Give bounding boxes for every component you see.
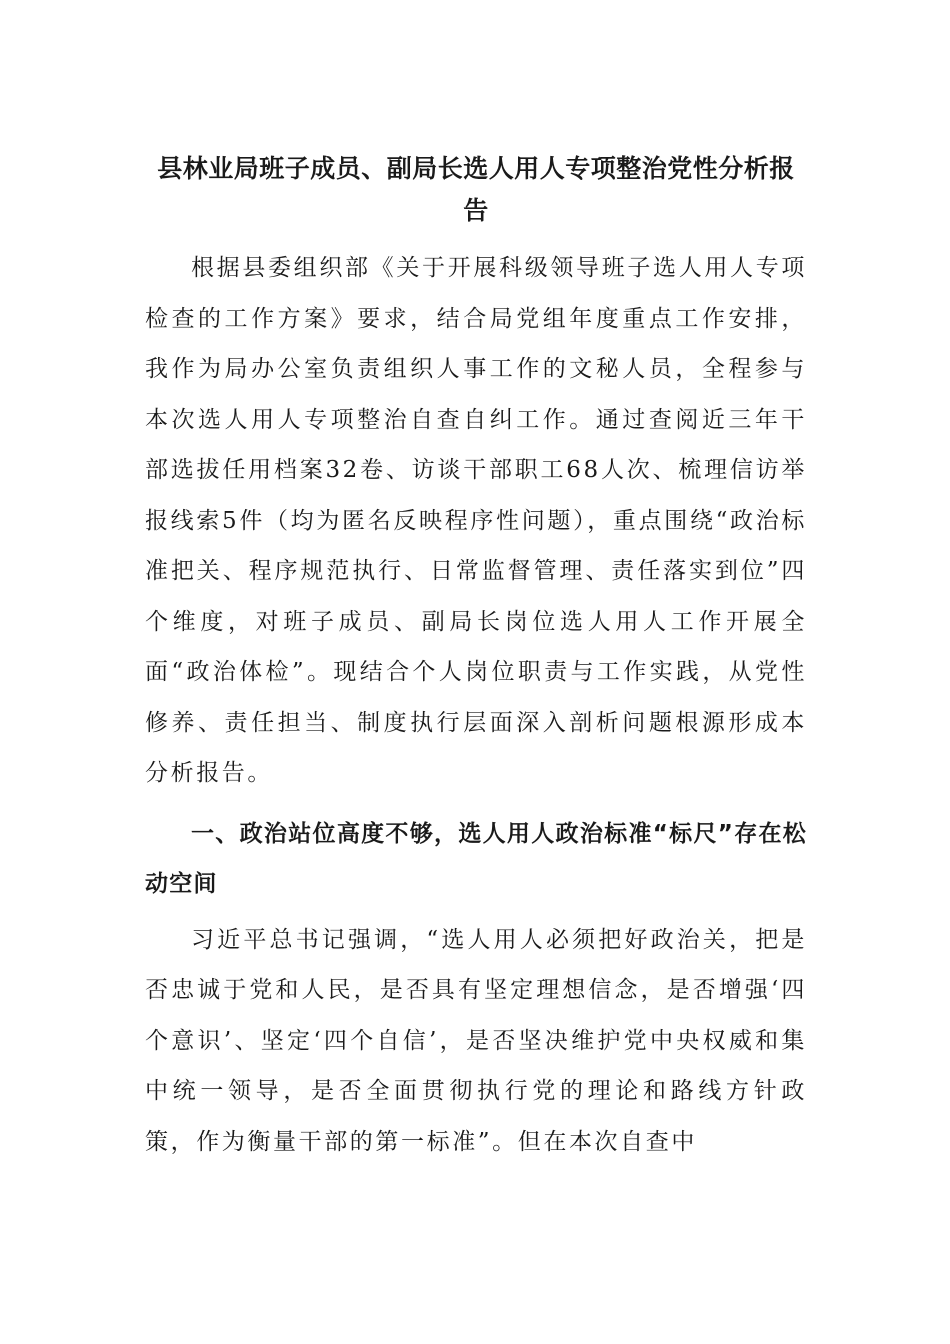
body-paragraph: 习近平总书记强调，“选人用人必须把好政治关，把是否忠诚于党和人民，是否具有坚定理想信念，是否增强‘四个意识’、坚定‘四个自信’，是否坚决维护党中央权威和集中统一领导，是否全面贯彻执行党的理论和路线方针政策，作为衡量干部的第一标准”。但在本次自查中	[145, 926, 807, 1155]
section-heading: 一、政治站位高度不够，选人用人政治标准“标尺”存在松动空间	[145, 820, 807, 897]
intro-paragraph: 根据县委组织部《关于开展科级领导班子选人用人专项检查的工作方案》要求，结合局党组年度重点工作安排，我作为局办公室负责组织人事工作的文秘人员，全程参与本次选人用人专项整治自查自纠工作。通过查阅近三年干部选拔任用档案32卷、访谈干部职工68人次、梳理信访举报线索5件（均为匿名反映程序性问题），重点围绕“政治标准把关、程序规范执行、日常监督管理、责任落实到位”四个维度，对班子成员、副局长岗位选人用人工作开展全面“政治体检”。现结合个人岗位职责与工作实践，从党性修养、责任担当、制度执行层面深入剖析问题根源形成本分析报告。	[145, 255, 807, 786]
document-title: 县林业局班子成员、副局长选人用人专项整治党性分析报告	[157, 154, 795, 225]
document-page	[145, 148, 807, 1167]
